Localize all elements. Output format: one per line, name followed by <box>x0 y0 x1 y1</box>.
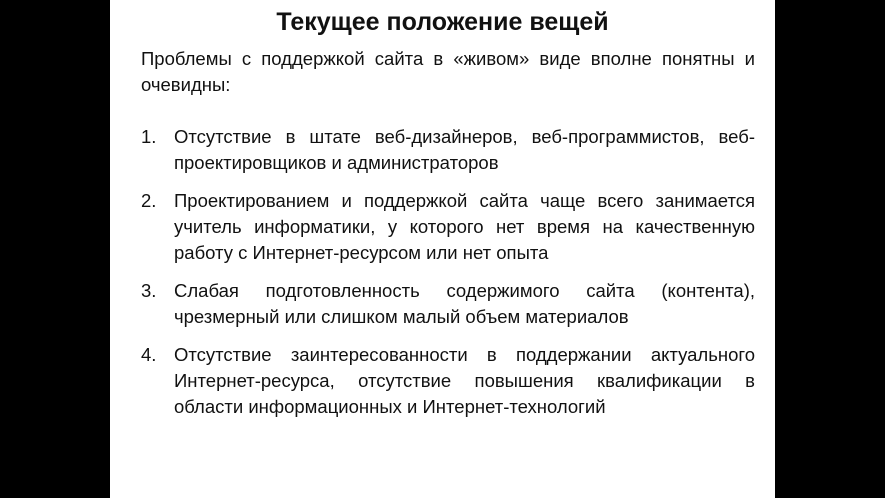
list-item-text: Отсутствие заинтересованности в поддержании актуального Интернет-ресурса, отсутствие повышения квалификации в области информационных и Интернет-технологий <box>174 344 755 417</box>
list-item <box>141 342 755 420</box>
slide-title: Текущее положение вещей <box>276 8 609 36</box>
list-item-text: Отсутствие в штате веб-дизайнеров, веб-программистов, веб-проектировщиков и администраторов <box>174 126 755 173</box>
list-item-number: 4. <box>141 344 157 365</box>
list-item-text: Слабая подготовленность содержимого сайта (контента), чрезмерный или слишком малый объем материалов <box>174 280 755 327</box>
list-item <box>141 278 755 330</box>
list-item <box>141 188 755 266</box>
intro-paragraph: Проблемы с поддержкой сайта в «живом» виде вполне понятны и очевидны: <box>141 48 755 95</box>
problem-list <box>141 124 755 432</box>
list-item-number: 3. <box>141 280 157 301</box>
list-item-text: Проектированием и поддержкой сайта чаще всего занимается учитель информатики, у которого нет время на качественную работу с Интернет-ресурсом или нет опыта <box>174 190 755 263</box>
list-item-number: 1. <box>141 126 157 147</box>
presentation-slide <box>110 0 775 498</box>
list-item <box>141 124 755 176</box>
list-item-number: 2. <box>141 190 157 211</box>
